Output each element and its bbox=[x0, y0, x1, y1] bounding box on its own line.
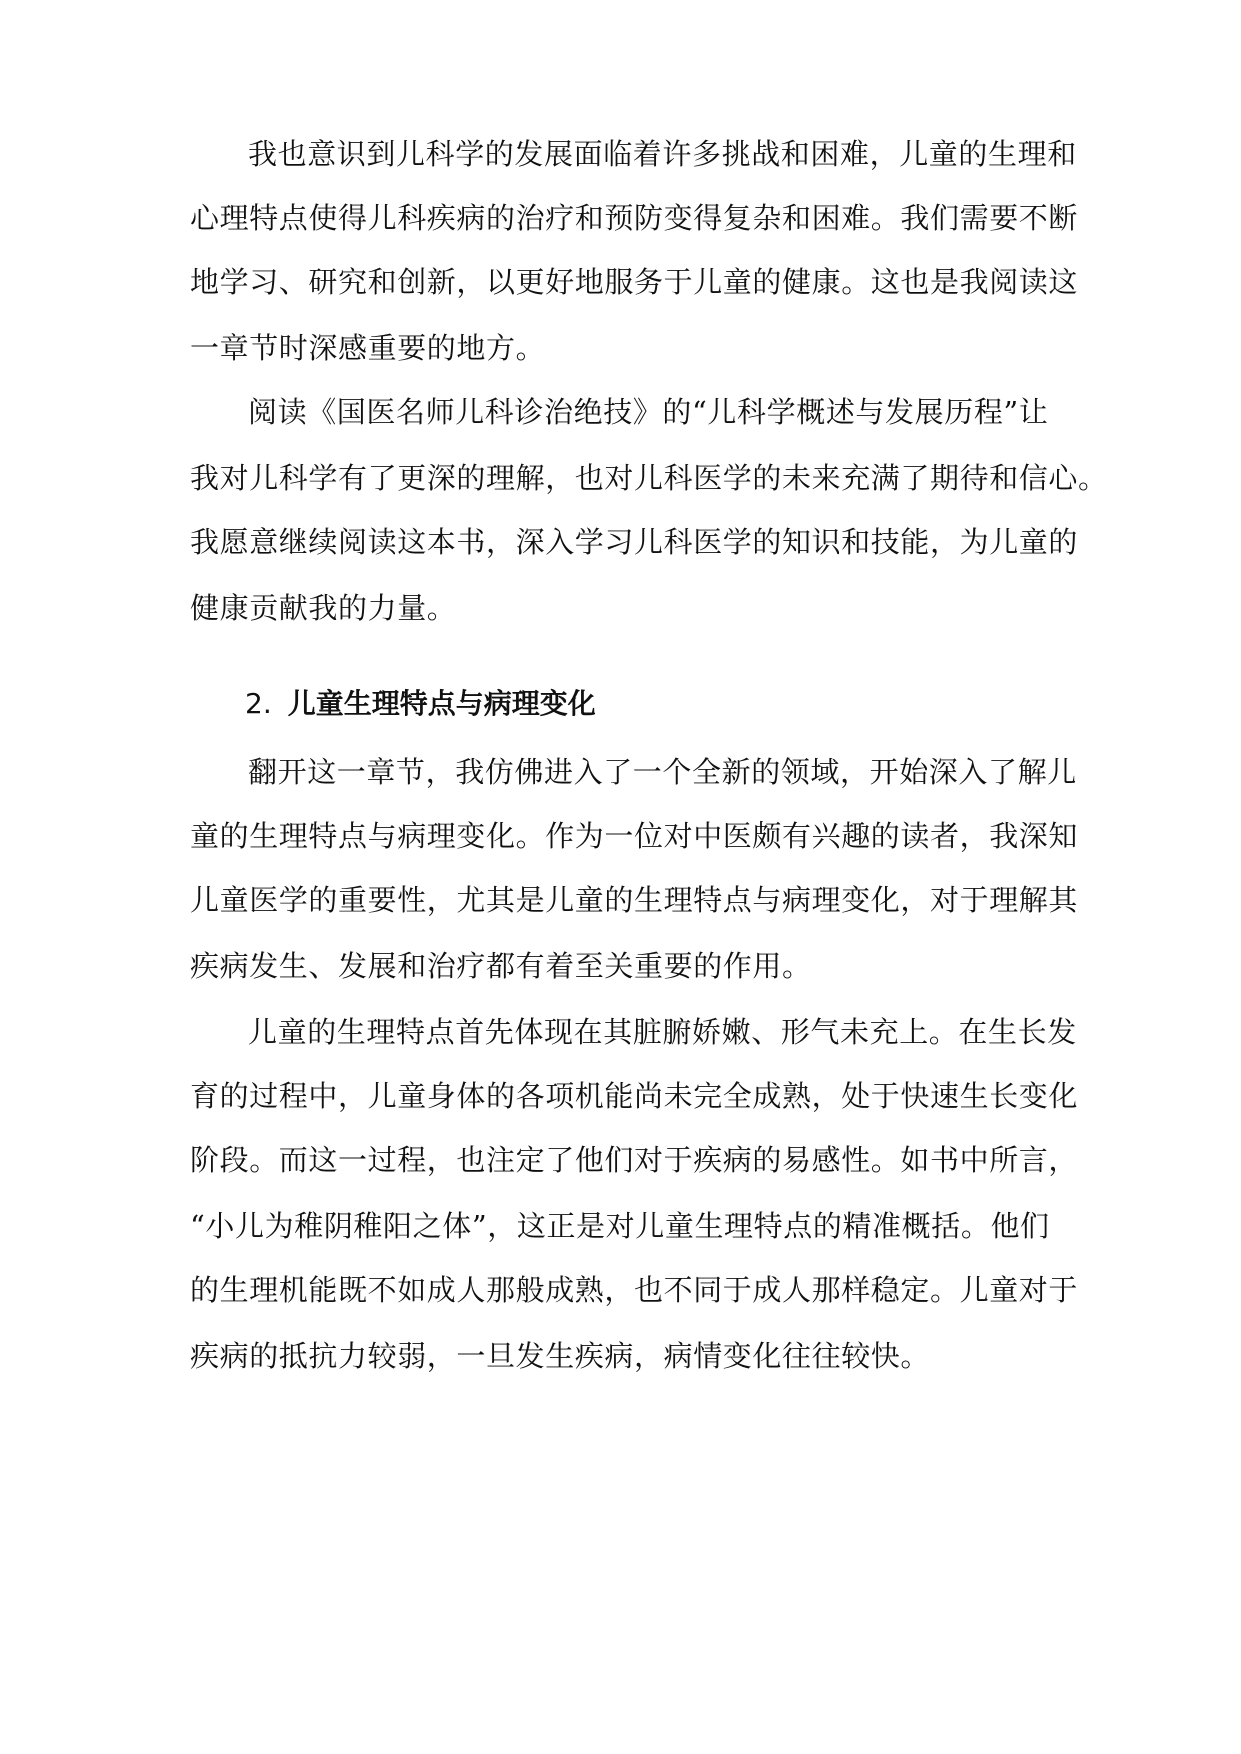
paragraph-4-line-3: 阶段。而这一过程，也注定了他们对于疾病的易感性。如书中所言， bbox=[190, 1143, 1079, 1177]
paragraph-4-line-6: 疾病的抵抗力较弱，一旦发生疾病，病情变化往往较快。 bbox=[190, 1339, 931, 1373]
paragraph-4-line-2: 育的过程中，儿童身体的各项机能尚未完全成熟，处于快速生长变化 bbox=[190, 1079, 1079, 1113]
paragraph-2-line-2: 我对儿科学有了更深的理解，也对儿科医学的未来充满了期待和信心。 bbox=[190, 461, 1108, 495]
paragraph-3-line-3: 儿童医学的重要性，尤其是儿童的生理特点与病理变化，对于理解其 bbox=[190, 883, 1079, 917]
section-heading bbox=[245, 684, 596, 724]
paragraph-1-line-4: 一章节时深感重要的地方。 bbox=[190, 331, 546, 365]
section-title: 儿童生理特点与病理变化 bbox=[287, 687, 596, 720]
paragraph-4-line-5: 的生理机能既不如成人那般成熟，也不同于成人那样稳定。儿童对于 bbox=[190, 1273, 1079, 1307]
paragraph-4-line-1: 儿童的生理特点首先体现在其脏腑娇嫩、形气未充上。在生长发 bbox=[248, 1015, 1077, 1049]
paragraph-1-line-3: 地学习、研究和创新，以更好地服务于儿童的健康。这也是我阅读这 bbox=[190, 265, 1079, 299]
paragraph-2-line-1: 阅读《国医名师儿科诊治绝技》的“儿科学概述与发展历程”让 bbox=[248, 395, 1049, 429]
paragraph-1-line-1: 我也意识到儿科学的发展面临着许多挑战和困难，儿童的生理和 bbox=[248, 137, 1077, 171]
section-number: 2. bbox=[245, 687, 272, 720]
paragraph-2-line-3: 我愿意继续阅读这本书，深入学习儿科医学的知识和技能，为儿童的 bbox=[190, 525, 1079, 559]
paragraph-1-line-2: 心理特点使得儿科疾病的治疗和预防变得复杂和困难。我们需要不断 bbox=[190, 201, 1079, 235]
paragraph-4-line-4: “小儿为稚阴稚阳之体”，这正是对儿童生理特点的精准概括。他们 bbox=[190, 1209, 1050, 1243]
paragraph-3-line-2: 童的生理特点与病理变化。作为一位对中医颇有兴趣的读者，我深知 bbox=[190, 819, 1079, 853]
paragraph-3-line-1: 翻开这一章节，我仿佛进入了一个全新的领域，开始深入了解儿 bbox=[248, 755, 1077, 789]
paragraph-3-line-4: 疾病发生、发展和治疗都有着至关重要的作用。 bbox=[190, 949, 812, 983]
paragraph-2-line-4: 健康贡献我的力量。 bbox=[190, 591, 457, 625]
